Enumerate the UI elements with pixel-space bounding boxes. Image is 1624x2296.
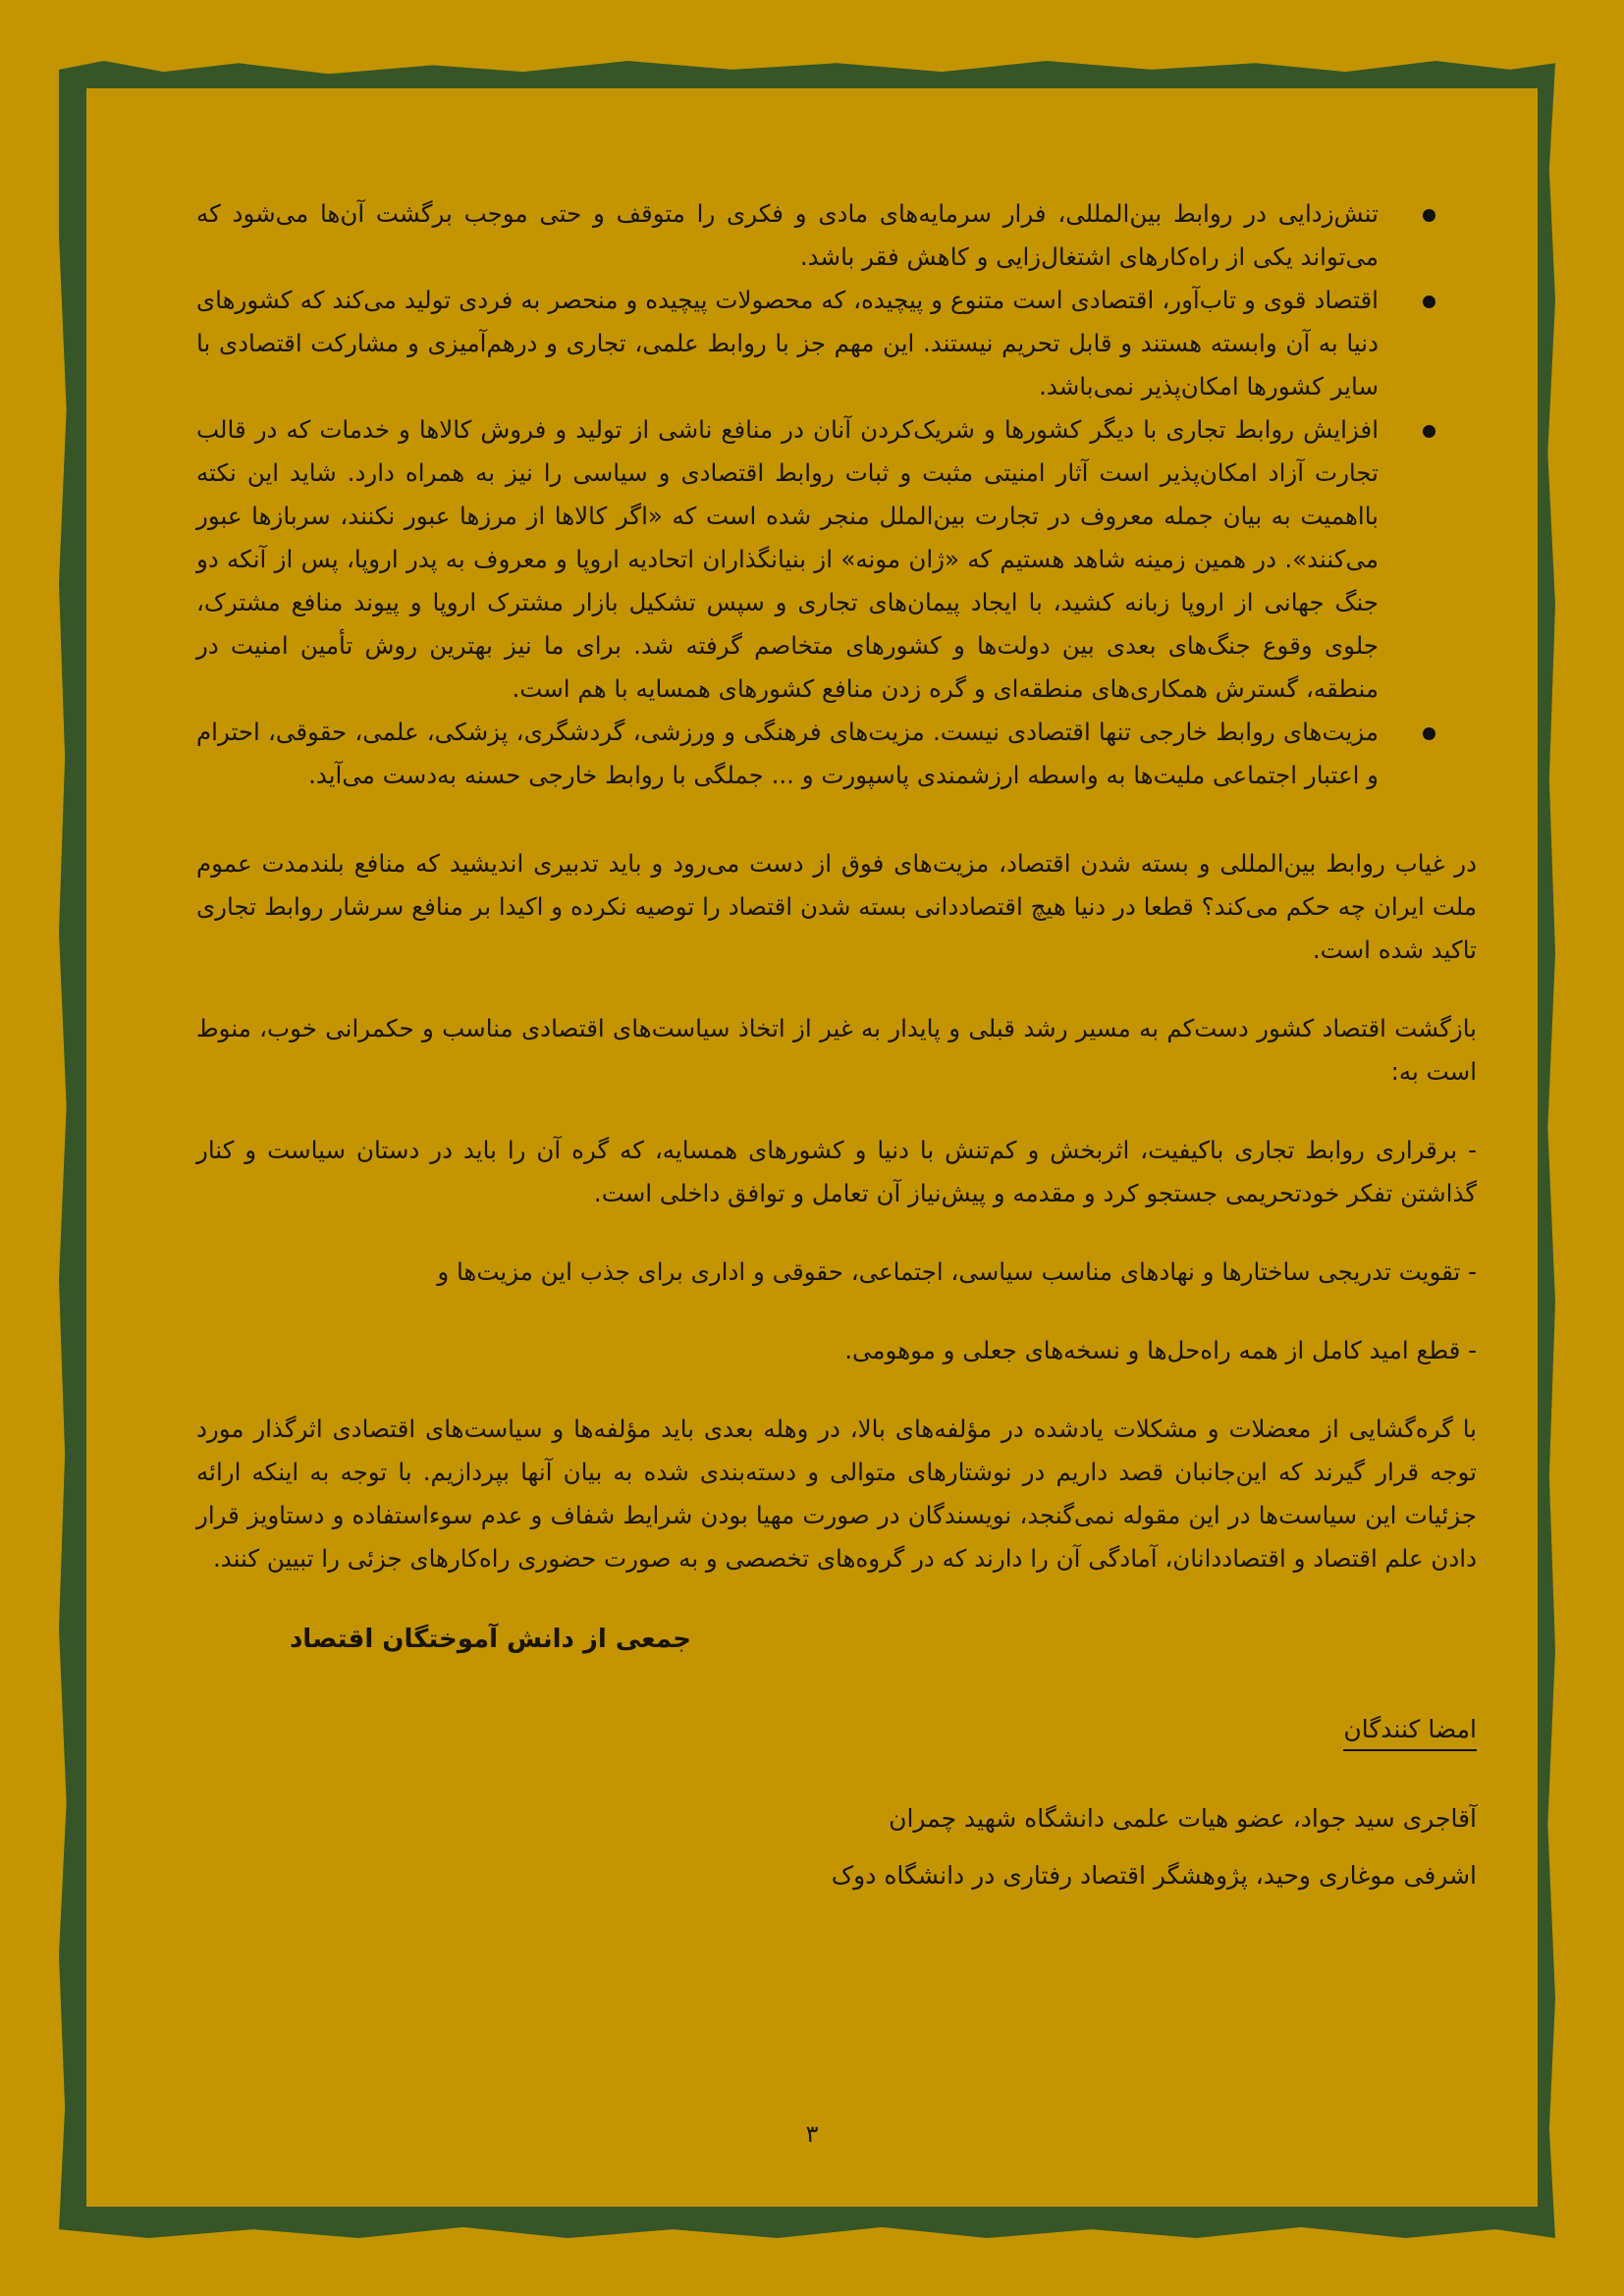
signer-name: اشرفی موغاری وحید، پژوهشگر اقتصاد رفتاری در دانشگاه دوک xyxy=(831,1861,1477,1890)
paragraph: در غیاب روابط بین‌المللی و بسته شدن اقتصاد، مزیت‌های فوق از دست می‌رود و باید تدبیری اندیشید که منافع بلندمدت عموم ملت ایران چه حکم می‌کند؟ قطعا در دنیا هیچ اقتصاددانی بسته شدن اقتصاد را توصیه نکرده و اکیدا بر منافع سرشار روابط تجاری تاکید شده است. xyxy=(196,849,1477,964)
signers-section xyxy=(196,1661,1477,1904)
bullet-text: اقتصاد قوی و تاب‌آور، اقتصادی است متنوع و پیچیده، که محصولات پیچیده و منحصر به فردی تولید می‌کند که کشورهای دنیا به آن وابسته هستند و قابل تحریم نیستند. این مهم جز با روابط علمی، تجاری و درهم‌آمیزی و مشارکت اقتصادی با سایر کشورها امکان‌پذیر نمی‌باشد. xyxy=(196,286,1379,400)
bullet-item xyxy=(196,279,1477,408)
bullet-item xyxy=(196,192,1477,279)
bullet-text: افزایش روابط تجاری با دیگر کشورها و شریک‌کردن آنان در منافع ناشی از تولید و فروش کالاها و خدمات که در قالب تجارت آزاد امکان‌پذیر است آثار امنیتی مثبت و ثبات روابط اقتصادی و سیاسی را نیز به همراه دارد. شاید این نکته بااهمیت به بیان جمله معروف در تجارت بین‌الملل منجر شده است که «اگر کالاها از مرزها عبور نکنند، سربازها عبور می‌کنند». در همین زمینه شاهد هستیم که «ژان مونه» از بنیانگذاران اتحادیه اروپا و معروف به پدر اروپا، پس از آنکه دو جنگ جهانی از اروپا زبانه کشید، با ایجاد پیمان‌های تجاری و سپس تشکیل بازار مشترک اروپا و پیوند منافع مشترک، جلوی وقوع جنگ‌های بعدی بین دولت‌ها و کشورهای متخاصم گرفته شد. برای ما نیز بهترین روش تأمین امنیت در منطقه، گسترش همکاری‌های منطقه‌ای و گره زدن منافع کشورهای همسایه با هم است. xyxy=(196,415,1379,703)
paragraph: بازگشت اقتصاد کشور دست‌کم به مسیر رشد قبلی و پایدار به غیر از اتخاذ سیاست‌های اقتصادی مناسب و حکمرانی خوب، منوط است به: xyxy=(196,1014,1477,1086)
paragraph: - برقراری روابط تجاری باکیفیت، اثربخش و کم‌تنش با دنیا و کشورهای همسایه، که گره آن را باید در دستان سیاست و کنار گذاشتن تفکر خودتحریمی جستجو کرد و مقدمه و پیش‌نیاز آن تعامل و توافق داخلی است. xyxy=(196,1136,1477,1207)
bullet-item xyxy=(196,408,1477,711)
signers-heading: امضا کنندگان xyxy=(1343,1710,1477,1751)
signer-name: آقاجری سید جواد، عضو هیات علمی دانشگاه شهید چمران xyxy=(889,1804,1477,1833)
paragraph: با گره‌گشایی از معضلات و مشکلات یادشده در مؤلفه‌های بالا، در وهله بعدی باید مؤلفه‌ها و سیاست‌های اقتصادی اثرگذار مورد توجه قرار گیرند که این‌جانبان قصد داریم در نوشتارهای متوالی و دسته‌بندی شده به بیان آنها بپردازیم. با توجه به اینکه ارائه جزئیات این سیاست‌ها در این مقوله نمی‌گنجد، نویسندگان در صورت مهیا بودن شرایط شفاف و عدم سوءاستفاده و دستاویز قرار دادن علم اقتصاد و اقتصاددانان، آمادگی آن را دارند که در گروه‌های تخصصی و به صورت حضوری راه‌کارهای جزئی را تبیین کنند. xyxy=(196,1415,1477,1573)
bullet-icon xyxy=(1423,727,1435,740)
bullet-text: مزیت‌های روابط خارجی تنها اقتصادی نیست. مزیت‌های فرهنگی و ورزشی، گردشگری، پزشکی، علمی، حقوقی، احترام و اعتبار اجتماعی ملیت‌ها به واسطه ارزشمندی پاسپورت و ... جملگی با روابط خارجی حسنه به‌دست می‌آید. xyxy=(196,718,1379,789)
document-body xyxy=(196,192,1477,1904)
signature-group: جمعی از دانش آموختگان اقتصاد xyxy=(289,1625,691,1654)
bullet-item xyxy=(196,711,1477,797)
bullet-icon xyxy=(1423,295,1435,308)
paragraph: - تقویت تدریجی ساختارها و نهادهای مناسب سیاسی، اجتماعی، حقوقی و اداری برای جذب این مزیت‌ها و xyxy=(437,1257,1477,1286)
page-number: ۳ xyxy=(805,2120,819,2148)
bullet-list xyxy=(196,192,1477,797)
paragraph: - قطع امید کامل از همه راه‌حل‌ها و نسخه‌های جعلی و موهومی. xyxy=(844,1336,1477,1364)
bullet-icon xyxy=(1423,209,1435,222)
signers-list xyxy=(196,1790,1477,1904)
bullet-icon xyxy=(1423,425,1435,438)
bullet-text: تنش‌زدایی در روابط بین‌المللی، فرار سرمایه‌های مادی و فکری را متوقف و حتی موجب برگشت آن‌ها می‌شود که می‌تواند یکی از راه‌کارهای اشتغال‌زایی و کاهش فقر باشد. xyxy=(196,199,1379,271)
